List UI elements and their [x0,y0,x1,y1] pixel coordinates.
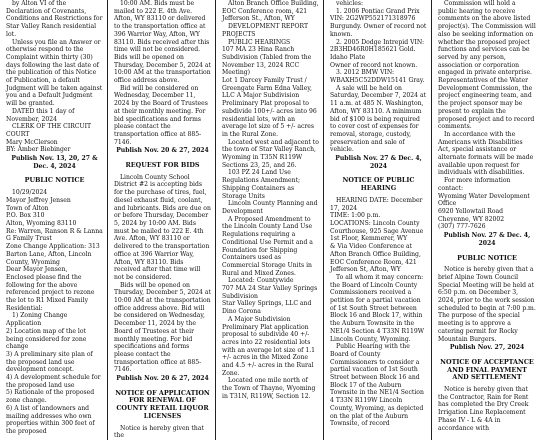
notice-paragraph: Located: Countywide 707 MA 24 Star Valley Springs Subdivision Star Valley Springs, LLC and Dino Corona [222,277,318,316]
notice-paragraph: Notice is hereby given that a brief Alpine Town Council Special Meeting will be held at 6:50 p.m. on December 3, 2024, prior to the work session scheduled to begin at 7:00 p.m. The purpose of the special meeting is to approve a catering permit for Rocky Mountain Burgers. [438,266,536,343]
notice-paragraph: 2. 2005 Dodge Intrepid VIN: 2B3HD46R0H185621 Gold. Idaho Plate Owner of record not known. [330,38,425,69]
notice-paragraph: A sale will be held on Saturday, December 7, 2024 at 11 a.m. at 485 N. Washington, Afton, WY 83110. A minimum bid of $100 is being required to cover cost of expenses for removal, storage, custody, preservation and sale of vehicle. [330,84,427,154]
notice-heading: NOTICE OF APPLICATION FOR RENEWAL OF COUNTY RETAIL LIQUOR LICENSES [115,388,210,420]
notice-column-5 [432,0,540,440]
notice-heading: PUBLIC NOTICE [457,253,517,262]
notice-paragraph: Alton Branch Office Building, EOC Conference room, 421 Jefferson St., Afton, WY [222,0,319,23]
notice-paragraph: Unless you file an Answer or otherwise respond to the Complaint within thirty (30) days following the last date of the publication of this Notice of Publication, a default Judgment will be taken against you and a Default Judgment will be granted. [6,38,103,108]
notice-paragraph: 103 PZ 24 Land Use Regulations Amendment; Shipping Containers as Storage Units [222,169,301,200]
notice-paragraph: Lincoln County School District #2 is accepting bids for the purchase of tires, fuel, diesel exhaust fluid, coolant, and lubricants. Bids are due on or before Thursday, December 5, 2024 by 10:00 AM. Bids must be mailed to 222 E. 4th Ave. Afton, WY 83110 or delivered to the transportation office at 396 Warrior Way, Afton, WY 83110. Bids received after that time will not be considered. [114,173,211,281]
publication-dates: Publish Nov. 27, 2024 [449,344,525,352]
notice-paragraph: HEARING DATE: December 17, 2024 TIME: 1:00 p.m. LOCATIONS: Lincoln County Courthouse, 925 Sage Avenue 1st Floor, Kemmerer, WY & Via Video Conference at Afton Branch Office Building, EOC Conference Room, 421 Jefferson St, Afton, WY [330,196,424,274]
notice-paragraph: 1) Zoning Change Application 2) Location map of the lot being considered for zone change 3) A preliminary site plan of the proposed land use development concept. 4) A development schedule for the proposed land use 5) Rationale of the proposed zone change. 6) A list of landowners and mailing addresses who own properties within 300 feet of the proposed [6,312,101,435]
publication-dates: Publish Nov. 13, 20, 27 & Dec. 4, 2024 [11,155,98,170]
notice-paragraph: A Major Subdivision Preliminary Plat application proposal to subdivide 40 +/- acres into 22 residential lots with an average lot size of 1.1 +/- acres in the Mixed Zone and 4.5 +/- acres in the Rural Zone. [222,315,316,377]
notice-paragraph: 10/29/2024 Mayor Jeffrey Jensen Town of Alton P.O. Box 310 Alton, Wyoming 83110 Re: Warren, Ranson R & Lanna G Family Trust Zone Change Application: 313 Barton Lane, Afton, Lincoln County, Wyoming Dear Mayor Jensen, Enclosed please find the following for the above referenced project to rezone the lot to R1 Mixed Family Residential: [6,189,103,312]
notice-paragraph: by Alton VI of the Declaration of Covenants, Conditions and Restrictions for Star Valley Ranch residential lot. [6,0,103,38]
notice-paragraph: Notice is hereby given that the Contractor, Rain for Rent has completed the Dry Creek Irrigation Line Replacement Phase IV - L & 4A in accordance with [438,386,529,432]
notice-paragraph: PUBLIC HEARINGS 107 MA 23 Hina Ranch Subdivision (Tabled from the November 13, 2024 RCC Meeting) Lot 1 Darcey Family Trust / Greengate Farm Edna Valley, LLC A Major Subdivision Preliminary Plat proposal to subdivide 100+/- acres into 96 residential lots, with an average lot size of 5 +/- acres in the Rural Zone. [222,38,317,138]
notice-paragraph: A Proposed Amendment to the Lincoln County Land Use Regulations requiring a Conditional Use Permit and a Foundation for Shipping Containers used as Commercial Storage Units in Rural and Mixed Zones. [222,215,313,277]
notice-paragraph: CLERK OF THE CIRCUIT COURT Mary McClerson BY: Amber Biebinger [6,123,92,154]
notice-paragraph: 3. 2012 BMW VIN: WBAXH5C52DDW15141 Gray. [330,69,425,85]
notice-paragraph: 10:00 AM. Bids must be mailed to 222 E. 4th Ave. Afton, WY 83110 or delivered to the transportation office at 396 Warrior Way, Afton, WY 83110. Bids received after this time will not be considered. Bids will be opened on Thursday, December 5, 2024 at 10:00 AM at the transportation office address above. [114,0,211,85]
notice-paragraph: In accordance with the Americans with Disabilities Act, special assistance or alternate formats will be made available upon request for individuals with disabilities. [438,130,534,177]
notice-paragraph: 1. 2006 Pontiac Grand Prix VIN: 2G2WP552171318976 Burgundy. Owner of record not known. [330,7,427,38]
notice-paragraph: vehicles: [336,0,364,7]
notice-paragraph: Located one mile north of the Town of Thayne, Wyoming in T31N, R119W, Section 12. [222,377,316,400]
notice-paragraph: Public Hearing with the Board of County Commissioners to consider a partial vacation of 1st South Street between Block 16 and Block 17 of the Auburn Townsite in the NE1/4 Section 4 T33N R119W Lincoln County, Wyoming, as depicted on the plat of the Auburn Townsite, of record [330,343,424,428]
notice-paragraph: DATED this 1 day of November, 2024 [6,107,75,123]
notice-column-2 [108,0,216,440]
notice-paragraph: Bids will be opened on Thursday, December 5, 2024 at 10:00 AM at the transportation office address above. Bid will be considered on Wednesday, December 11, 2024 by the Board of Trustees at their monthly meeting. For bid specifications and forms please contact the transportation office at 885-7146. [114,281,211,374]
publication-dates: Publish Nov. 20 & 27, 2024 [116,147,209,155]
notice-heading: NOTICE OF ACCEPTANCE AND FINAL PAYMENT AND SETTLEMENT [440,357,534,382]
notice-column-3 [216,0,324,440]
publication-dates: Publish Nov. 27 & Dec. 4, 2024 [443,232,531,247]
notice-paragraph: Lincoln County Planning and Development [222,200,318,215]
publication-dates: Publish Nov. 27 & Dec. 4, 2024 [335,155,422,170]
notice-heading: NOTICE OF PUBLIC HEARING [342,176,415,193]
notice-paragraph: Commission will hold a public hearing to receive comments on the above listed project(s). The Commission will also be seeking information on whether the proposed project functions and services can be served by any person, association or corporation engaged in private enterprise. Representatives of the Water Development Commission, the project engineering team, and the project sponsor may be present to explain the proposed project and to record comments. [438,0,536,131]
notice-paragraph: For more information contact: Wyoming Water Development Office 6920 Yellowtail Road Cheyenne, WY 82002 (307) 777-7626 [438,177,530,231]
notice-paragraph: DEVELOPMENT REPORT PROJECTS [222,23,309,38]
notice-heading: REQUEST FOR BIDS [125,161,200,170]
notice-paragraph: To all whom it may concern: the Board of Lincoln County Commissioners received a petition for a partial vacation of 1st South Street between Block 16 and Block 17, within the Auburn Townsite in the NE1/4 Section 4 T33N R119W Lincoln County, Wyoming. [330,273,425,343]
publication-dates: Publish Nov. 20 & 27, 2024 [116,375,209,383]
notice-heading: PUBLIC NOTICE [24,176,85,185]
notice-column-4 [324,0,432,440]
notice-paragraph: Notice is hereby given that the [114,424,204,440]
notice-paragraph: Located west and adjacent to the town of Star Valley Ranch, Wyoming in T35N R119W Sections 23, 25, and 26. [222,138,319,169]
notice-paragraph: Bid will be considered on Wednesday, December 11, 2024 by the Board of Trustees at their monthly meeting. For bid specifications and forms please contact the transportation office at 885-7146. [114,84,208,146]
notice-column-1 [0,0,108,440]
